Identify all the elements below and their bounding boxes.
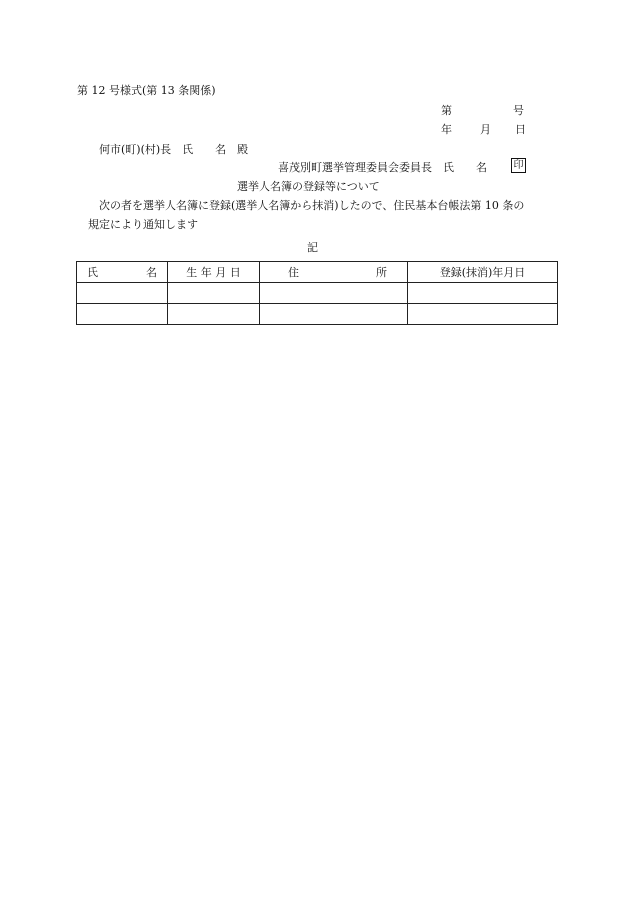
form-title: 第 12 号様式(第 13 条関係) bbox=[77, 84, 216, 97]
date-day-label: 日 bbox=[515, 123, 526, 136]
sender-line: 喜茂別町選挙管理委員会委員長 氏 名 bbox=[278, 161, 487, 174]
header-name-left: 氏 bbox=[87, 265, 98, 279]
table-cell[interactable] bbox=[260, 283, 408, 304]
table-cell[interactable] bbox=[168, 304, 260, 325]
header-name bbox=[77, 262, 168, 283]
header-name-right: 名 bbox=[146, 265, 157, 279]
records-table bbox=[76, 261, 558, 325]
date-month-label: 月 bbox=[480, 123, 491, 136]
table-header-row bbox=[77, 262, 558, 283]
table-cell[interactable] bbox=[408, 304, 558, 325]
header-registered-date: 登録(抹消)年月日 bbox=[408, 262, 558, 283]
table-cell[interactable] bbox=[77, 283, 168, 304]
table-cell[interactable] bbox=[408, 283, 558, 304]
header-dob: 生 年 月 日 bbox=[168, 262, 260, 283]
date-year-label: 年 bbox=[441, 123, 452, 136]
table-row bbox=[77, 283, 558, 304]
recipient-line: 何市(町)(村)長 氏 名 殿 bbox=[99, 143, 249, 156]
table-cell[interactable] bbox=[168, 283, 260, 304]
document-number-suffix: 号 bbox=[513, 104, 524, 117]
body-text-line-2: 規定により通知します bbox=[88, 218, 198, 231]
document-number-prefix: 第 bbox=[441, 104, 452, 117]
subject-line: 選挙人名簿の登録等について bbox=[237, 180, 380, 193]
body-text-line-1: 次の者を選挙人名簿に登録(選挙人名簿から抹消)したので、住民基本台帳法第 10 条の bbox=[99, 199, 525, 212]
table-row bbox=[77, 304, 558, 325]
header-address bbox=[260, 262, 408, 283]
header-address-left: 住 bbox=[288, 265, 299, 279]
ki-heading: 記 bbox=[307, 241, 318, 254]
table-cell[interactable] bbox=[260, 304, 408, 325]
seal-stamp-box: 印 bbox=[511, 158, 526, 173]
table-cell[interactable] bbox=[77, 304, 168, 325]
header-address-right: 所 bbox=[376, 265, 387, 279]
